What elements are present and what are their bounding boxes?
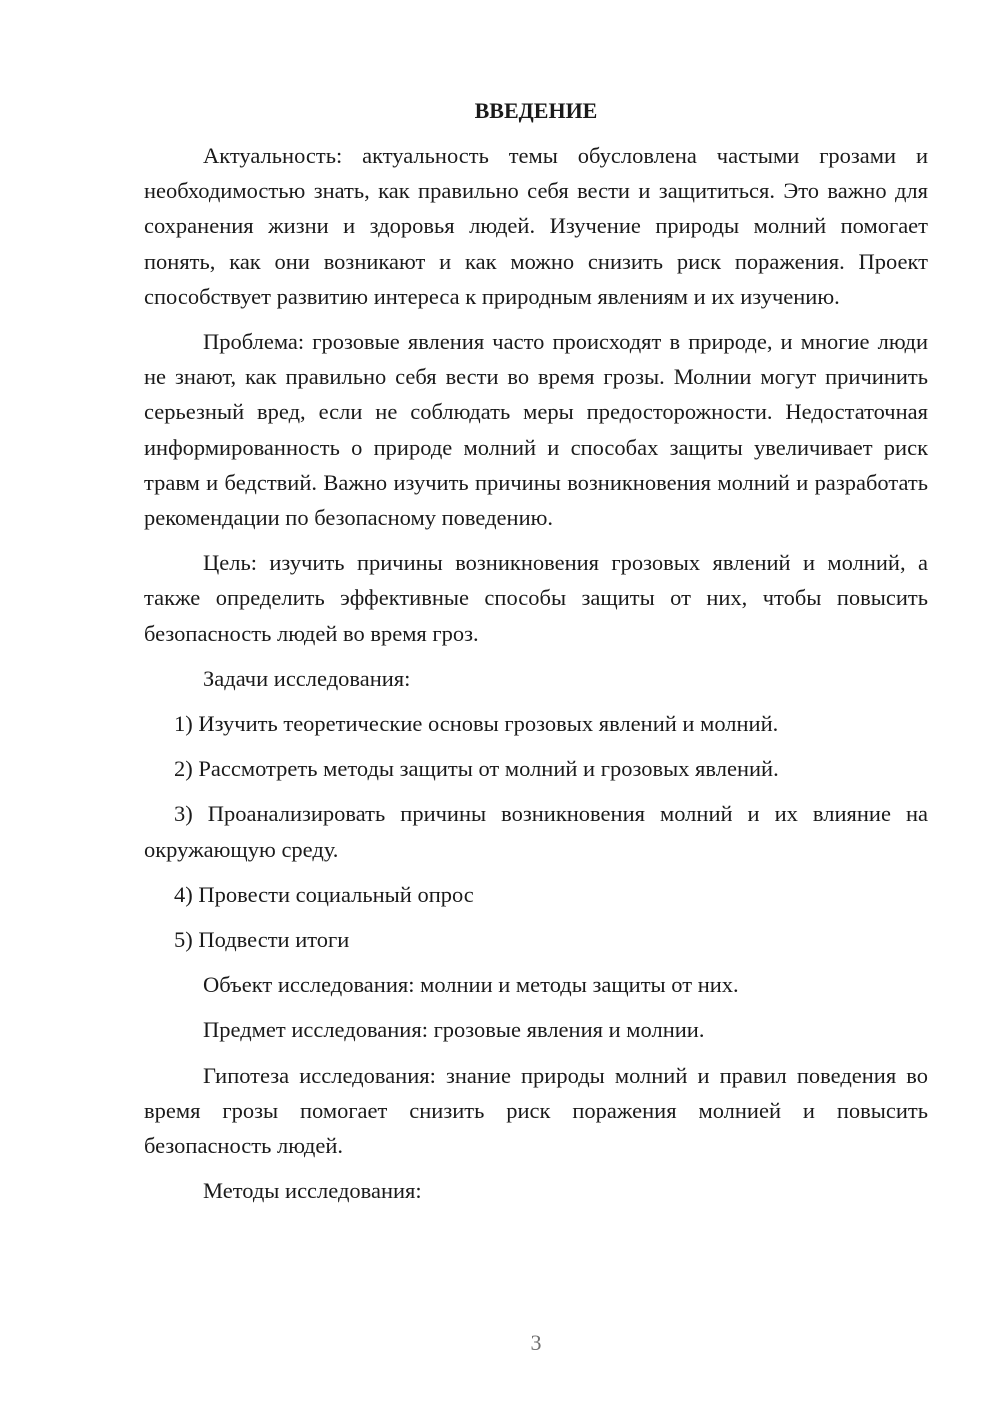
section-heading: ВВЕДЕНИЕ	[474, 98, 598, 123]
task-item-4: 4) Провести социальный опрос	[174, 881, 474, 907]
goal-paragraph: Цель: изучить причины возникновения грозовых явлений и молний, а также определить эффективные способы защиты от них, чтобы повысить безопасность людей во время гроз.	[144, 550, 928, 646]
task-item-2: 2) Рассмотреть методы защиты от молний и грозовых явлений.	[174, 756, 779, 782]
task-item-1: 1) Изучить теоретические основы грозовых явлений и молний.	[174, 711, 779, 737]
actuality-paragraph: Актуальность: актуальность темы обусловлена частыми грозами и необходимостью знать, как правильно себя вести и защититься. Это важно для сохранения жизни и здоровья людей. Изучение природы молний помогает понять, как они возникают и как можно снизить риск поражения. Проект способствует развитию интереса к природным явлениям и их изучению.	[144, 143, 928, 309]
page-content	[144, 94, 928, 1218]
subject-paragraph: Предмет исследования: грозовые явления и молнии.	[203, 1017, 705, 1043]
task-item-5: 5) Подвести итоги	[174, 927, 350, 953]
page-number: 3	[530, 1330, 542, 1355]
hypothesis-paragraph: Гипотеза исследования: знание природы молний и правил поведения во время грозы помогает снизить риск поражения молнией и повысить безопасность людей.	[144, 1062, 928, 1159]
object-paragraph: Объект исследования: молнии и методы защиты от них.	[203, 972, 739, 998]
problem-paragraph: Проблема: грозовые явления часто происходят в природе, и многие люди не знают, как правильно себя вести во время грозы. Молнии могут причинить серьезный вред, если не соблюдать меры предосторожности. Недостаточная информированность о природе молний и способах защиты увеличивает риск травм и бедствий. Важно изучить причины возникновения молний и разработать рекомендации по безопасному поведению.	[144, 329, 928, 531]
task-item-3: 3) Проанализировать причины возникновения молний и их влияние на окружающую среду.	[144, 801, 928, 862]
tasks-title: Задачи исследования:	[203, 665, 411, 691]
methods-title: Методы исследования:	[203, 1178, 422, 1204]
